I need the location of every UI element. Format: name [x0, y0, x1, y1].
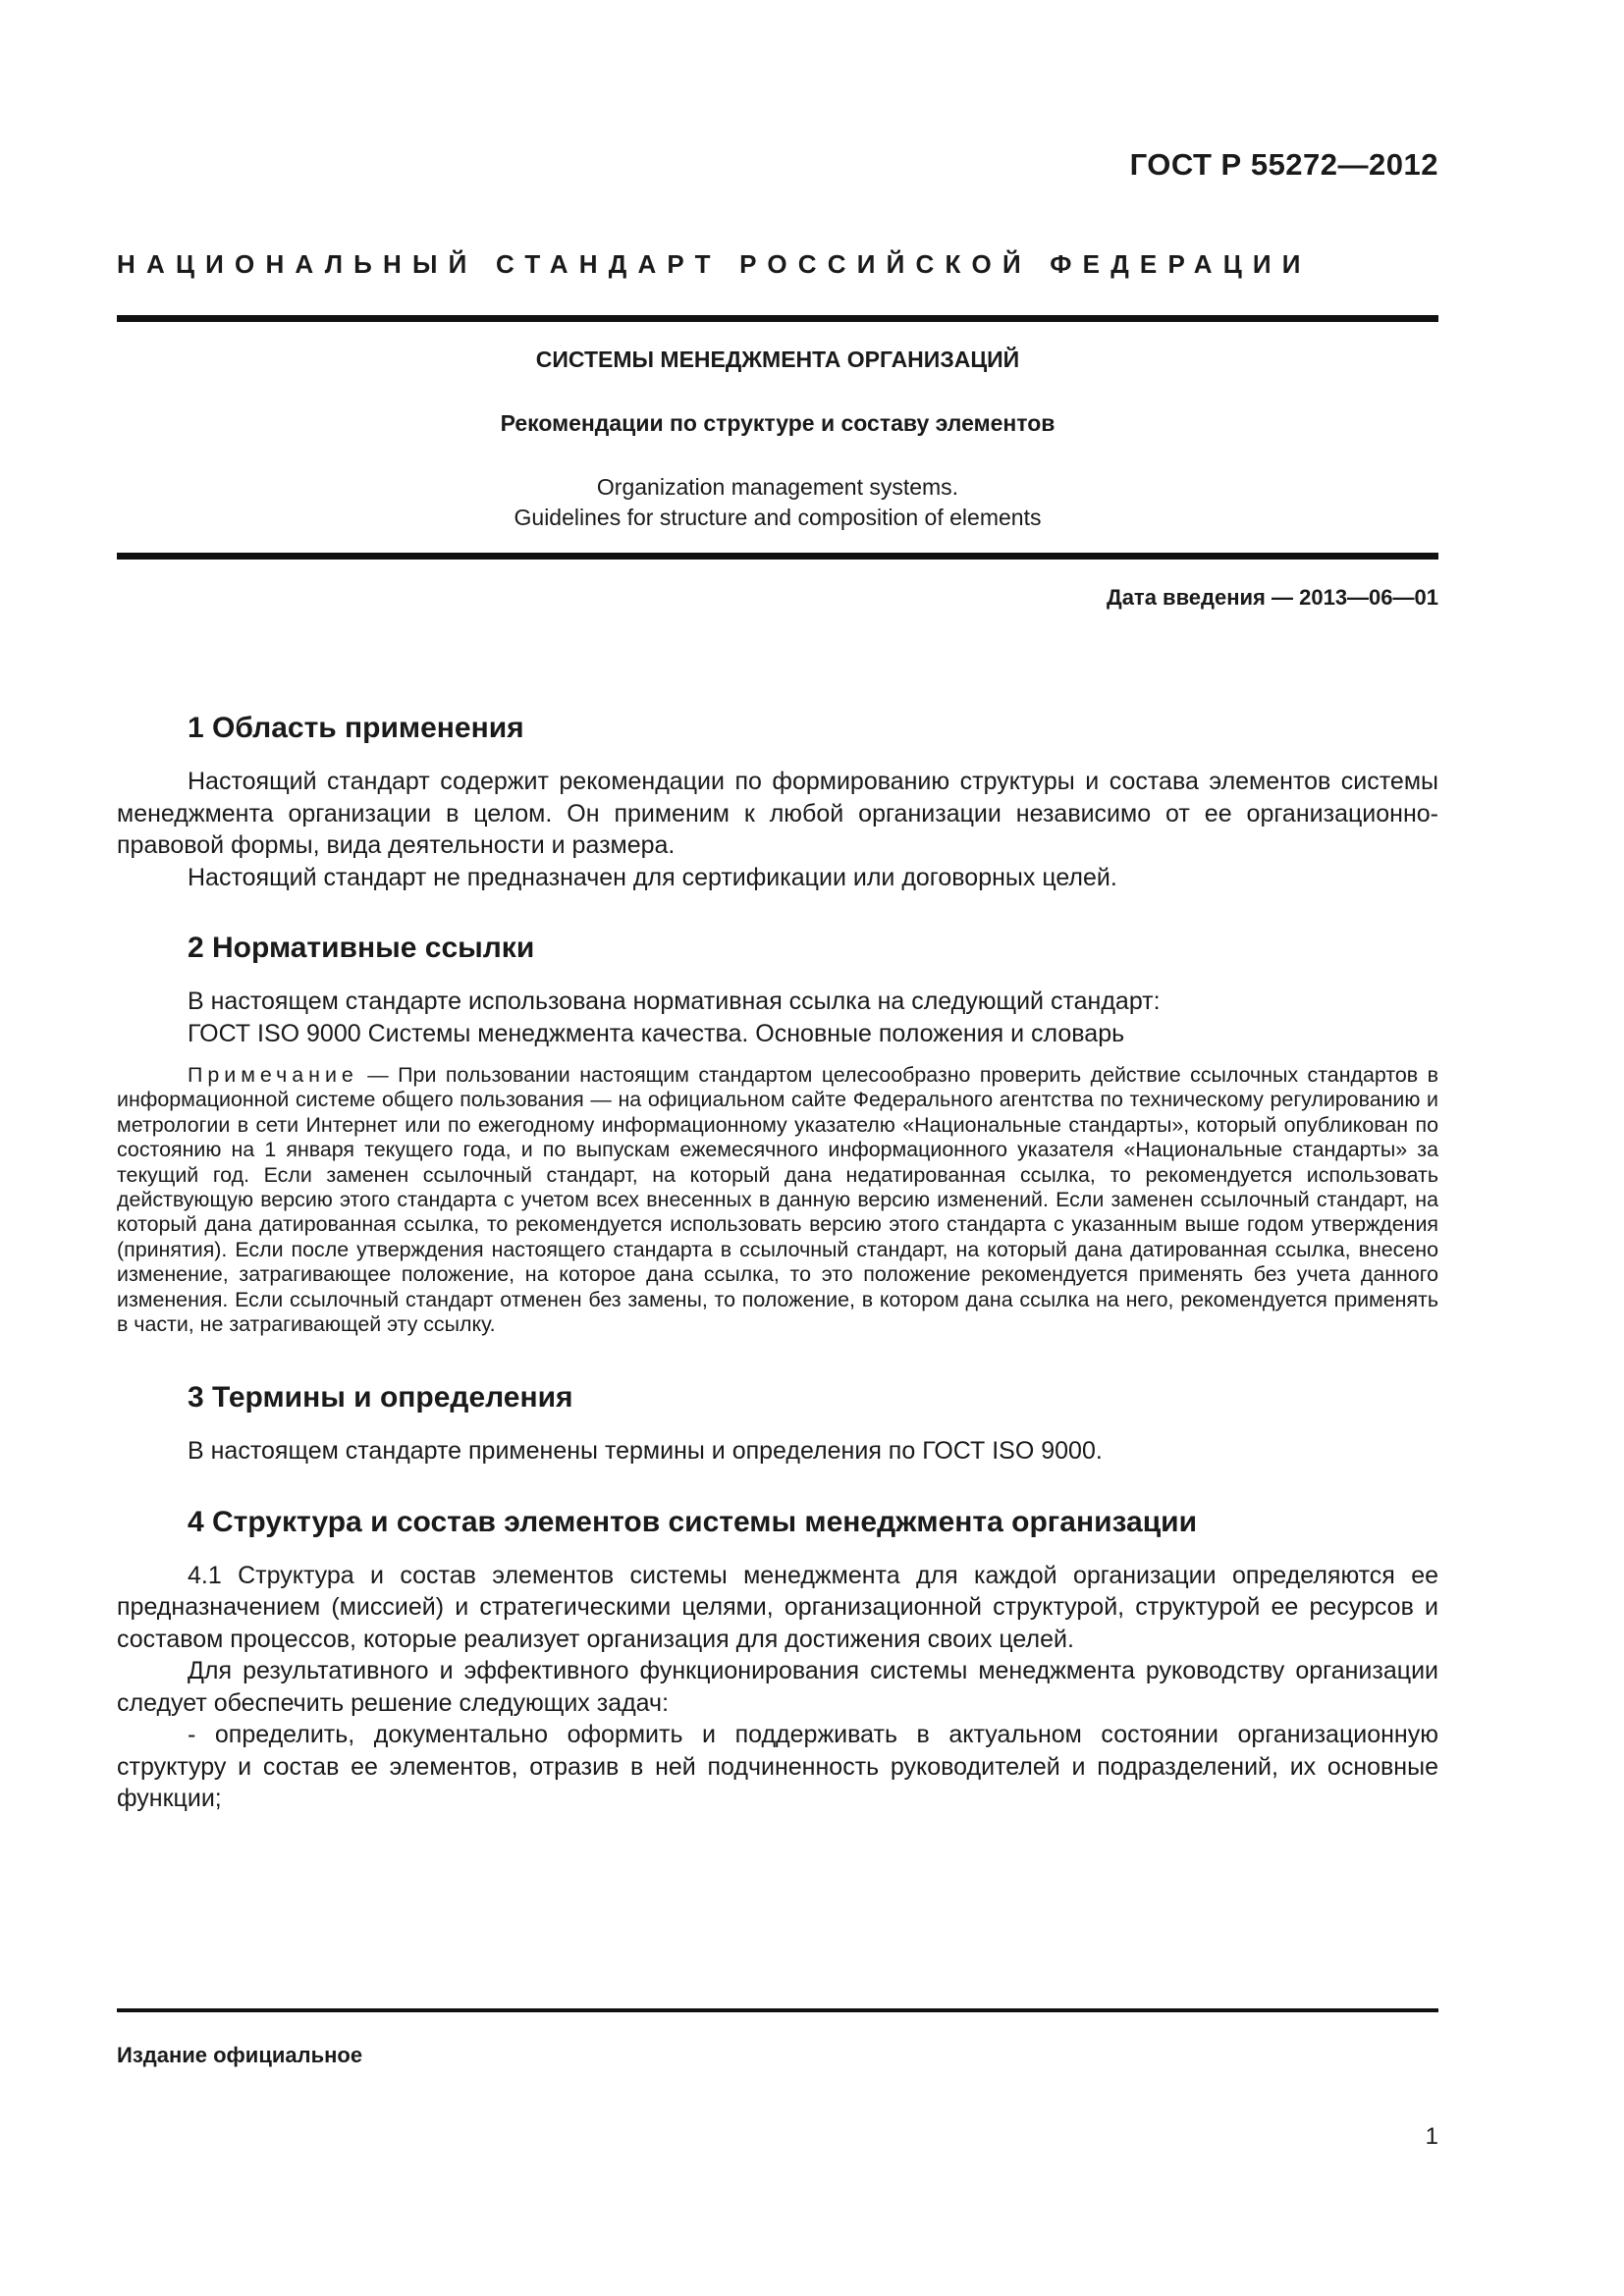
- national-standard-banner: НАЦИОНАЛЬНЫЙ СТАНДАРТ РОССИЙСКОЙ ФЕДЕРАЦИИ: [117, 249, 1312, 279]
- paragraph: 4.1 Структура и состав элементов системы менеджмента для каждой организации определяются ее предназначением (миссией) и стратегическими целями, организационной структурой, структурой ее ресурсов и составом процессов, которые реализует организация для достижения своих целей.: [117, 1561, 1438, 1653]
- list-item: - определить, документально оформить и поддерживать в актуальном состоянии организационную структуру и состав ее элементов, отразив в ней подчиненность руководителей и подразделений, их основные функции;: [117, 1721, 1438, 1813]
- document-title: СИСТЕМЫ МЕНЕДЖМЕНТА ОРГАНИЗАЦИЙ: [535, 347, 1020, 372]
- paragraph: Настоящий стандарт не предназначен для сертификации или договорных целей.: [188, 863, 1117, 891]
- section-heading: 3 Термины и определения: [188, 1381, 573, 1415]
- section-structure: [117, 1503, 1438, 1815]
- official-edition-label: Издание официальное: [117, 2043, 363, 2067]
- note-text: — При пользовании настоящим стандартом целесообразно проверить действие ссылочных стандартов в информационной системе общего пользования — на официальном сайте Федерального агентства по техническому регулированию и метрологии в сети Интернет или по ежегодному информационному указателю «Национальные стандарты», который опубликован по состоянию на 1 января текущего года, и по выпускам ежемесячного информационного указателя «Национальные стандарты» за текущий год. Если заменен ссылочный стандарт, на который дана недатированная ссылка, то рекомендуется использовать действующую версию этого стандарта с учетом всех внесенных в данную версию изменений. Если заменен ссылочный стандарт, на который дана датированная ссылка, то рекомендуется использовать версию этого стандарта с указанным выше годом утверждения (принятия). Если после утверждения настоящего стандарта в ссылочный стандарт, на который дана датированная ссылка, внесено изменение, затрагивающее положение, на которое дана ссылка, то это положение рекомендуется применять без учета данного изменения. Если ссылочный стандарт отменен без замены, то положение, в котором дана ссылка на него, рекомендуется применять в части, не затрагивающей эту ссылку.: [117, 1063, 1438, 1337]
- section-heading: 2 Нормативные ссылки: [188, 932, 535, 964]
- section-normative-references: [117, 929, 1438, 1337]
- page-number: 1: [1425, 2123, 1438, 2150]
- english-title-line-2: Guidelines for structure and composition of elements: [514, 505, 1042, 530]
- section-terms: [117, 1378, 1438, 1468]
- introduction-date: Дата введения — 2013—06—01: [1107, 585, 1438, 610]
- note-label: Примечание: [188, 1063, 358, 1087]
- english-title: [117, 472, 1438, 533]
- title-divider: [117, 553, 1438, 560]
- document-subtitle: Рекомендации по структуре и составу элементов: [500, 410, 1056, 436]
- paragraph: В настоящем стандарте применены термины и определения по ГОСТ ISO 9000.: [188, 1437, 1103, 1466]
- reference-item: ГОСТ ISO 9000 Системы менеджмента качества. Основные положения и словарь: [188, 1019, 1125, 1047]
- document-page: [117, 0, 1438, 2296]
- section-heading: 1 Область применения: [188, 712, 524, 744]
- section-heading: 4 Структура и состав элементов системы менеджмента организации: [188, 1505, 1198, 1538]
- document-id: ГОСТ Р 55272—2012: [1129, 147, 1438, 182]
- note: [117, 1063, 1438, 1337]
- top-divider: [117, 315, 1438, 322]
- footer-divider: [117, 2008, 1438, 2012]
- document-body: [117, 709, 1438, 1815]
- paragraph: В настоящем стандарте использована нормативная ссылка на следующий стандарт:: [188, 988, 1161, 1015]
- paragraph: Для результативного и эффективного функционирования системы менеджмента руководству организации следует обеспечить решение следующих задач:: [117, 1657, 1438, 1717]
- paragraph: Настоящий стандарт содержит рекомендации по формированию структуры и состава элементов системы менеджмента организации в целом. Он применим к любой организации независимо от ее организационно-правовой формы, вида деятельности и размера.: [117, 768, 1438, 859]
- section-scope: [117, 709, 1438, 893]
- english-title-line-1: Organization management systems.: [596, 474, 959, 500]
